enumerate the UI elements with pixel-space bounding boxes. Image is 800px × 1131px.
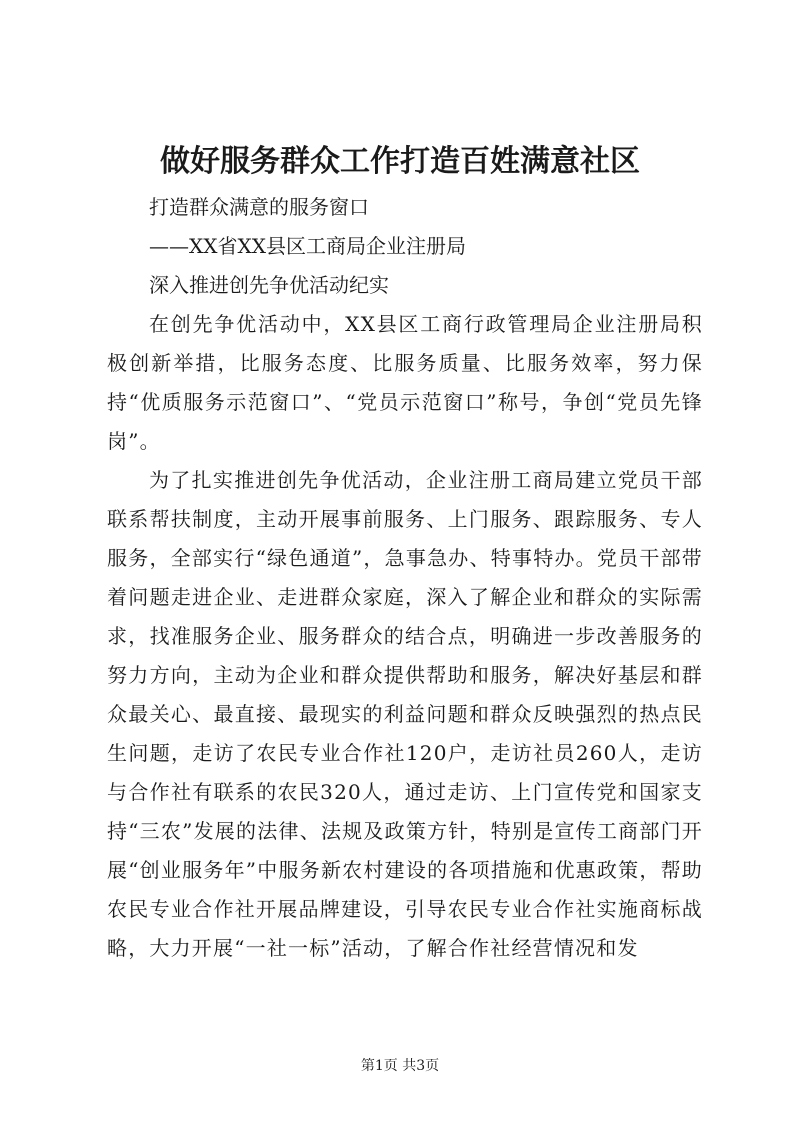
body-paragraph: 为了扎实推进创先争优活动，企业注册工商局建立党员干部联系帮扶制度，主动开展事前服务、上门服务、跟踪服务、专人服务，全部实行“绿色通道”，急事急办、特事特办。党员干部带着问题走进企业、走进群众家庭，深入了解企业和群众的实际需求，找准服务企业、服务群众的结合点，明确进一步改善服务的努力方向，主动为企业和群众提供帮助和服务，解决好基层和群众最关心、最直接、最现实的利益问题和群众反映强烈的热点民生问题，走访了农民专业合作社120户，走访社员260人，走访与合作社有联系的农民320人，通过走访、上门宣传党和国家支持“三农”发展的法律、法规及政策方针，特别是宣传工商部门开展“创业服务年”中服务新农村建设的各项措施和优惠政策，帮助农民专业合作社开展品牌建设，引导农民专业合作社实施商标战略，大力开展“一社一标”活动，了解合作社经营情况和发: [107, 468, 703, 960]
body-paragraph: 在创先争优活动中，XX县区工商行政管理局企业注册局积极创新举措，比服务态度、比服务质量、比服务效率，努力保持“优质服务示范窗口”、“党员示范窗口”称号，争创“党员先锋岗”。: [107, 312, 703, 453]
subtitle-line: 深入推进创先争优活动纪实: [149, 273, 389, 297]
subtitle-line: 打造群众满意的服务窗口: [149, 195, 369, 219]
page-number-footer: 第1页 共3页: [360, 1058, 440, 1074]
document-body: [107, 188, 703, 968]
subtitle-line: ——XX省XX县区工商局企业注册局: [149, 234, 466, 258]
document-title: 做好服务群众工作打造百姓满意社区: [160, 144, 640, 179]
